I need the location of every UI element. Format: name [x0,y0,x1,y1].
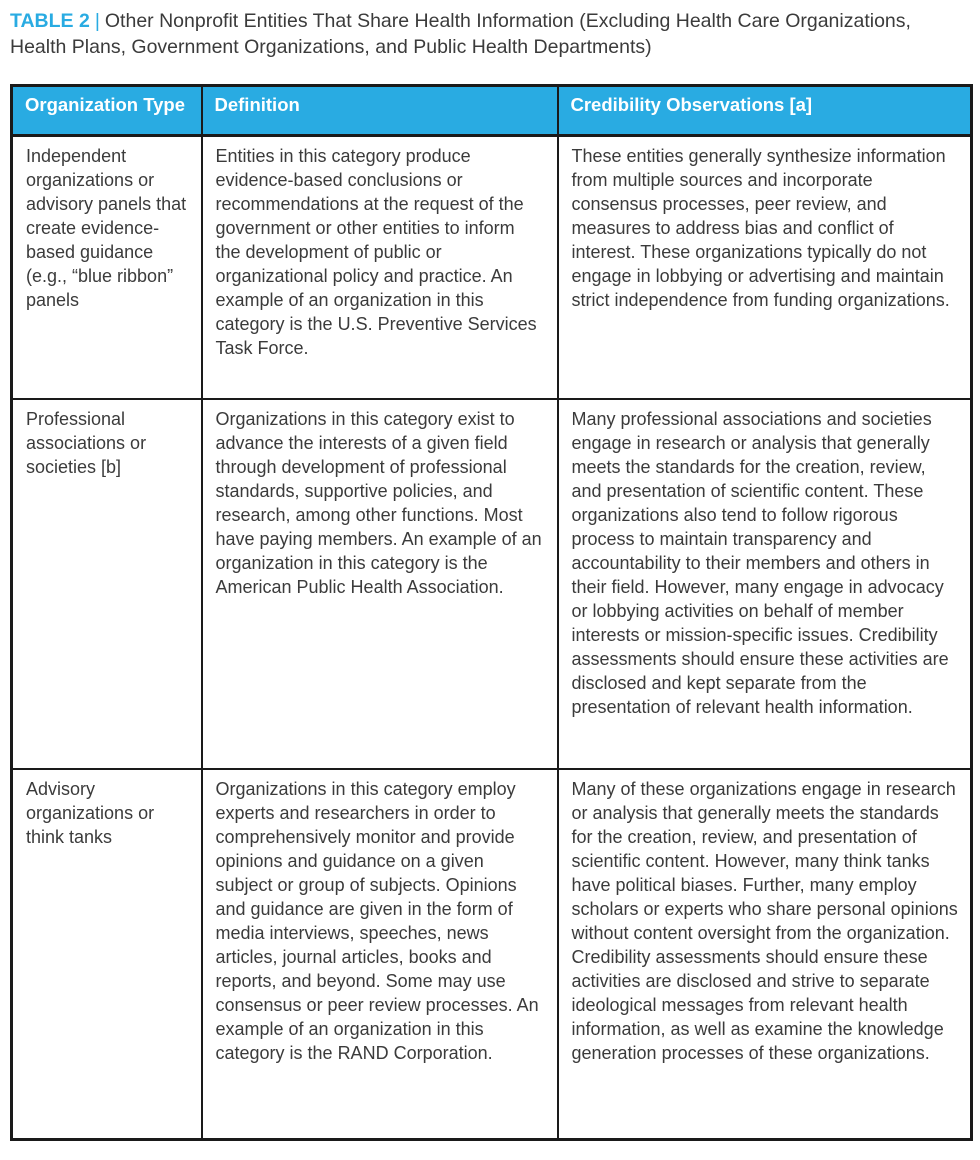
cell-definition: Entities in this category produce evidence-based conclusions or recommendations at the request of the government or other entities to inform the development of public or organizational policy and practice. An example of an organization in this category is the U.S. Preventive Services Task Force. [202,136,558,399]
table-caption-separator: | [94,10,100,32]
cell-organization-type: Independent organizations or advisory panels that create evidence-based guidance (e.g., “blue ribbon” panels [12,136,202,399]
table-row-independent-organizations [12,136,972,399]
cell-credibility-observations: Many of these organizations engage in research or analysis that generally meets the standards for the creation, review, and presentation of scientific content. However, many think tanks have political biases. Further, many employ scholars or experts who share personal opinions without content oversight from the organization. Credibility assessments should ensure these activities are disclosed and strive to separate ideological messages from relevant health information, as well as examine the knowledge generation processes of these organizations. [558,769,972,1140]
table-caption-text: Other Nonprofit Entities That Share Health Information (Excluding Health Care Organizations, Health Plans, Government Organizations, and Public Health Departments) [10,10,911,58]
table-caption [10,8,962,60]
cell-definition: Organizations in this category exist to advance the interests of a given field through development of professional standards, supportive policies, and research, among other functions. Most have paying members. An example of an organization in this category is the American Public Health Association. [202,399,558,769]
column-header-credibility-observations: Credibility Observations [a] [558,86,972,136]
cell-definition: Organizations in this category employ experts and researchers in order to comprehensively monitor and provide opinions and guidance on a given subject or group of subjects. Opinions and guidance are given in the form of media interviews, speeches, news articles, journal articles, books and reports, and beyond. Some may use consensus or peer review processes. An example of an organization in this category is the RAND Corporation. [202,769,558,1140]
cell-organization-type: Advisory organizations or think tanks [12,769,202,1140]
column-header-definition: Definition [202,86,558,136]
column-header-organization-type: Organization Type [12,86,202,136]
cell-credibility-observations: Many professional associations and societies engage in research or analysis that generally meets the standards for the creation, review, and presentation of scientific content. These organizations also tend to follow rigorous process to maintain transparency and accountability to their members and others in their field. However, many engage in advocacy or lobbying activities on behalf of member interests or mission-specific issues. Credibility assessments should ensure these activities are disclosed and kept separate from the presentation of relevant health information. [558,399,972,769]
table-body [12,136,972,1140]
nonprofit-entities-table [10,84,973,1141]
table-row-advisory-organizations [12,769,972,1140]
header-row [12,86,972,136]
table-caption-label: TABLE 2 [10,10,90,32]
table-header [12,86,972,136]
cell-organization-type: Professional associations or societies [b] [12,399,202,769]
cell-credibility-observations: These entities generally synthesize information from multiple sources and incorporate consensus processes, peer review, and measures to address bias and conflict of interest. These organizations typically do not engage in lobbying or advertising and maintain strict independence from funding organizations. [558,136,972,399]
table-row-professional-associations [12,399,972,769]
